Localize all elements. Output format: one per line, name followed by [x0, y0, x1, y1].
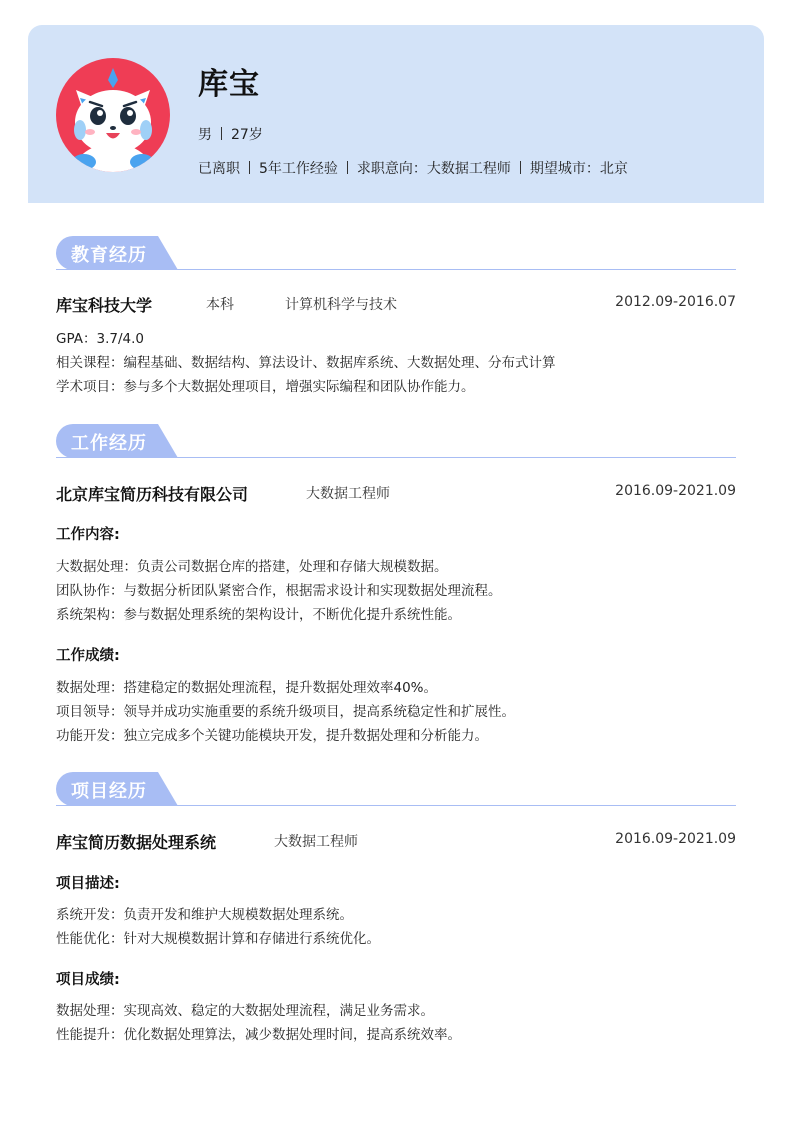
education-details	[56, 327, 556, 399]
section-education-heading	[56, 236, 736, 270]
detail-line: 数据处理：搭建稳定的数据处理流程，提升数据处理效率40%。	[56, 680, 438, 696]
detail-line: 大数据处理：负责公司数据仓库的搭建，处理和存储大规模数据。	[56, 559, 448, 575]
work-content-title: 工作内容:	[56, 527, 120, 543]
project-date: 2016.09-2021.09	[615, 831, 736, 847]
company-name: 北京库宝简历科技有限公司	[56, 485, 249, 504]
job-intent: 求职意向：大数据工程师	[356, 161, 511, 177]
work-date: 2016.09-2021.09	[615, 483, 736, 499]
section-title: 工作经历	[71, 433, 147, 454]
work-entry	[56, 482, 736, 504]
major: 计算机科学与技术	[285, 297, 397, 313]
work-results-title: 工作成绩:	[56, 648, 120, 664]
candidate-name: 库宝	[198, 67, 260, 102]
job-meta	[198, 158, 628, 178]
degree: 本科	[206, 297, 234, 313]
section-title: 项目经历	[71, 781, 147, 802]
divider	[347, 161, 348, 174]
detail-line: 功能开发：独立完成多个关键功能模块开发，提升数据处理和分析能力。	[56, 728, 488, 744]
gender: 男	[198, 127, 212, 143]
education-entry	[56, 293, 736, 315]
divider	[221, 127, 222, 140]
project-role: 大数据工程师	[274, 834, 358, 850]
project-results-title: 项目成绩:	[56, 972, 120, 988]
mascot-avatar-icon	[56, 58, 170, 172]
section-project-heading	[56, 772, 736, 806]
detail-line: 性能优化：针对大规模数据计算和存储进行系统优化。	[56, 931, 380, 947]
school-name: 库宝科技大学	[56, 296, 153, 315]
section-rule	[56, 269, 736, 270]
project-results	[56, 999, 461, 1047]
education-date: 2012.09-2016.07	[615, 294, 736, 310]
detail-line: 数据处理：实现高效、稳定的大数据处理流程，满足业务需求。	[56, 1003, 434, 1019]
expected-city: 期望城市：北京	[529, 161, 628, 177]
detail-line: GPA：3.7/4.0	[56, 331, 144, 347]
job-title: 大数据工程师	[306, 486, 390, 502]
project-desc-title: 项目描述:	[56, 876, 120, 892]
age: 27岁	[231, 127, 263, 143]
section-title: 教育经历	[71, 245, 147, 266]
divider	[520, 161, 521, 174]
project-desc	[56, 903, 380, 951]
detail-line: 学术项目：参与多个大数据处理项目，增强实际编程和团队协作能力。	[56, 379, 475, 395]
profile-header	[28, 25, 764, 203]
detail-line: 团队协作：与数据分析团队紧密合作，根据需求设计和实现数据处理流程。	[56, 583, 502, 599]
project-entry	[56, 830, 736, 852]
detail-line: 性能提升：优化数据处理算法，减少数据处理时间，提高系统效率。	[56, 1027, 461, 1043]
detail-line: 系统开发：负责开发和维护大规模数据处理系统。	[56, 907, 353, 923]
work-content	[56, 555, 502, 627]
project-name: 库宝简历数据处理系统	[56, 833, 217, 852]
section-work-heading	[56, 424, 736, 458]
detail-line: 项目领导：领导并成功实施重要的系统升级项目，提高系统稳定性和扩展性。	[56, 704, 515, 720]
detail-line: 相关课程：编程基础、数据结构、算法设计、数据库系统、大数据处理、分布式计算	[56, 355, 556, 371]
section-rule	[56, 457, 736, 458]
work-results	[56, 676, 515, 748]
section-rule	[56, 805, 736, 806]
employment-status: 已离职	[198, 161, 240, 177]
divider	[249, 161, 250, 174]
detail-line: 系统架构：参与数据处理系统的架构设计，不断优化提升系统性能。	[56, 607, 461, 623]
experience-years: 5年工作经验	[259, 161, 338, 177]
basic-info	[198, 124, 263, 144]
